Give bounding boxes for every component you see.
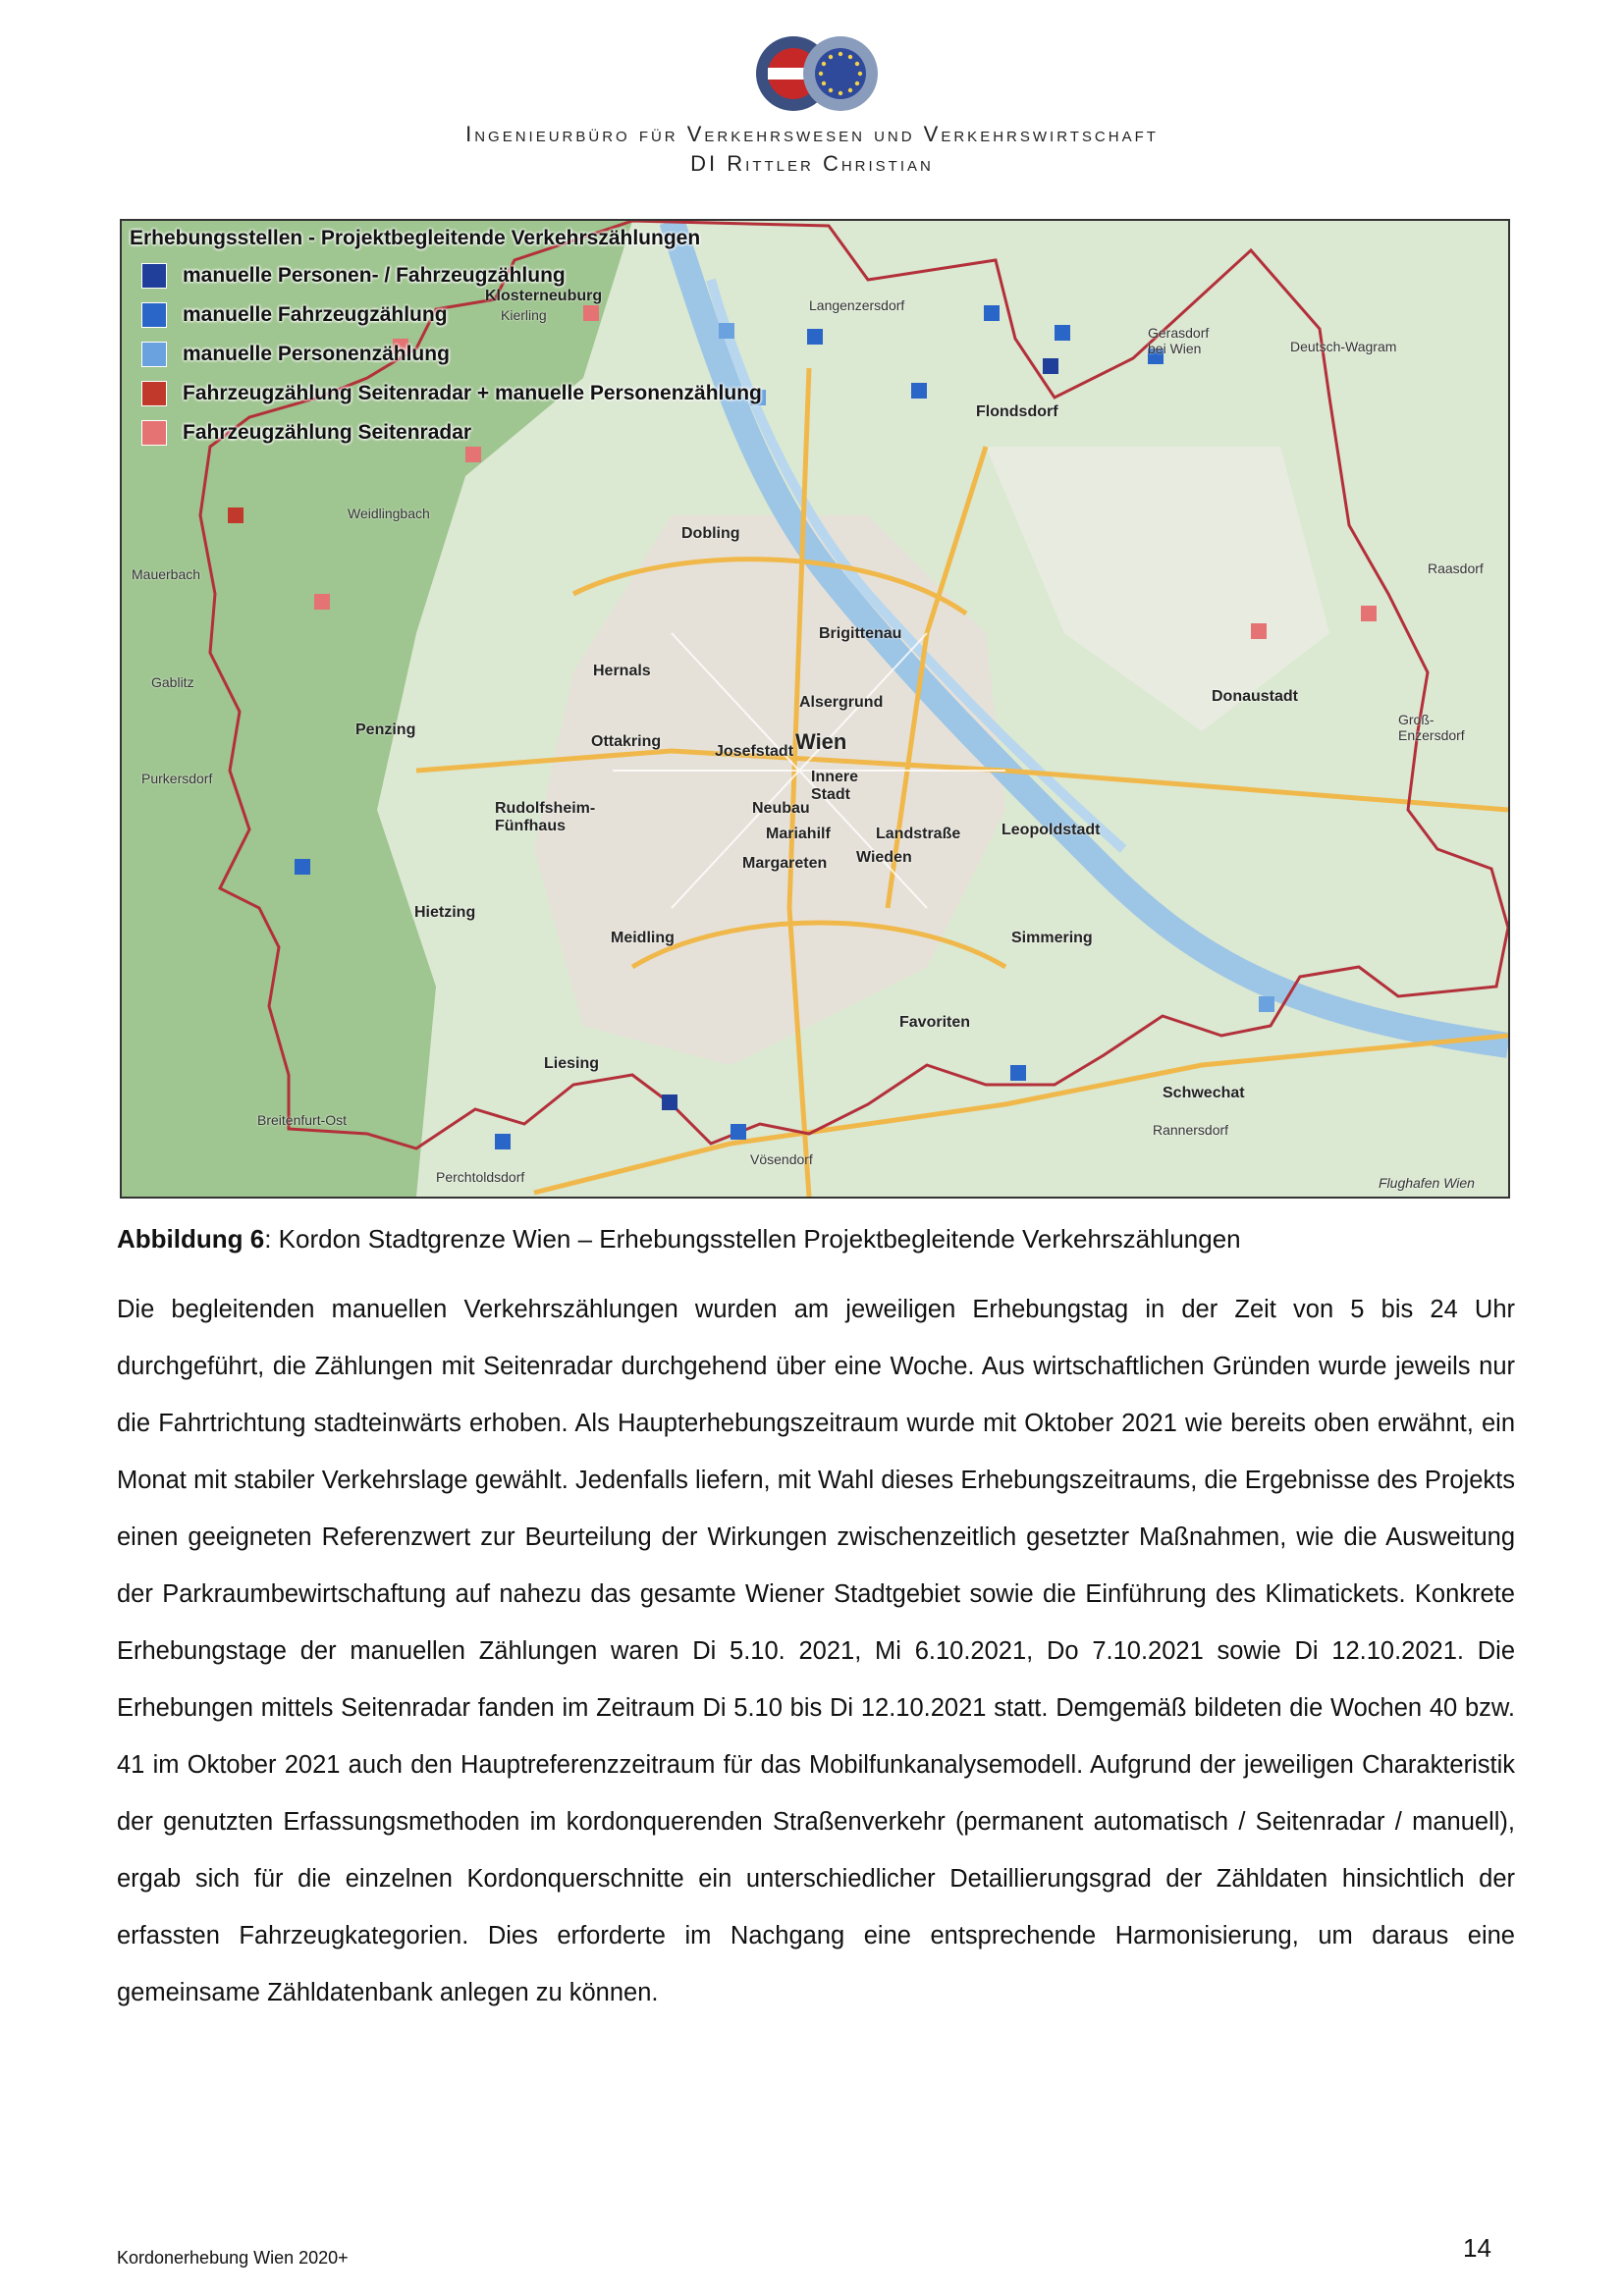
place-label: Donaustadt (1212, 688, 1298, 705)
place-label: Josefstadt (715, 743, 794, 760)
place-label: Liesing (544, 1055, 600, 1072)
place-label: Gerasdorf bei Wien (1148, 325, 1210, 356)
place-label: Simmering (1011, 930, 1093, 946)
legend-item (130, 335, 762, 374)
radar-counting-icon (141, 420, 167, 446)
place-label: Flughafen Wien (1379, 1175, 1475, 1191)
legend-label: manuelle Personen- / Fahrzeugzählung (183, 264, 566, 287)
body-text (117, 1281, 1515, 2021)
place-label: Dobling (681, 525, 740, 542)
legend-item (130, 295, 762, 335)
legend-label: Fahrzeugzählung Seitenradar (183, 421, 472, 444)
place-label: Schwechat (1163, 1085, 1245, 1101)
office-line-2: DI Rittler Christian (690, 151, 934, 176)
place-label: Langenzersdorf (809, 297, 905, 313)
place-label: Perchtoldsdorf (436, 1169, 525, 1185)
place-label: Flondsdorf (976, 403, 1058, 420)
counting-point-icon (141, 263, 167, 289)
place-label: Alsergrund (799, 694, 884, 711)
place-label: Leopoldstadt (1001, 822, 1101, 838)
place-label: Wien (795, 729, 847, 754)
place-label: Hietzing (414, 904, 476, 921)
map-legend (130, 227, 762, 453)
legend-label: manuelle Fahrzeugzählung (183, 303, 448, 326)
place-label: Wieden (856, 849, 912, 866)
place-label: Favoriten (899, 1014, 971, 1031)
office-line-1: Ingenieurbüro für Verkehrswesen und Verkehrswirtschaft (465, 122, 1159, 146)
map-figure (120, 219, 1510, 1199)
place-label: Kierling (501, 307, 547, 323)
place-label: Breitenfurt-Ost (257, 1112, 348, 1128)
counting-point-icon (141, 342, 167, 367)
place-label: Deutsch-Wagram (1290, 339, 1397, 354)
place-label: Rannersdorf (1153, 1122, 1229, 1138)
place-label: Hernals (593, 663, 651, 679)
footer-title: Kordonerhebung Wien 2020+ (117, 2248, 349, 2268)
place-label: Margareten (742, 855, 828, 872)
caption-text: : Kordon Stadtgrenze Wien – Erhebungsstellen Projektbegleitende Verkehrszählungen (264, 1224, 1241, 1254)
figure-caption (117, 1224, 1241, 1255)
place-label: Meidling (611, 930, 675, 946)
radar-counting-icon (141, 381, 167, 406)
place-label: Neubau (752, 800, 810, 817)
place-label: Innere Stadt (811, 769, 859, 803)
legend-label: manuelle Personenzählung (183, 343, 450, 365)
legend-item (130, 413, 762, 453)
page-number: 14 (1463, 2233, 1491, 2263)
logo (736, 29, 893, 118)
place-label: Weidlingbach (348, 506, 430, 521)
place-label: Rudolfsheim-Fünfhaus (495, 800, 596, 834)
place-label: Klosterneuburg (485, 288, 603, 304)
place-label: Purkersdorf (141, 771, 213, 786)
legend-title: Erhebungsstellen - Projektbegleitende Verkehrszählungen (130, 227, 701, 249)
legend-item (130, 374, 762, 413)
place-label: Groß-Enzersdorf (1398, 712, 1465, 743)
legend-item (130, 256, 762, 295)
place-label: Raasdorf (1428, 561, 1484, 576)
legend-label: Fahrzeugzählung Seitenradar + manuelle Personenzählung (183, 382, 762, 404)
place-label: Penzing (355, 721, 416, 738)
place-label: Ottakring (591, 733, 662, 750)
place-label: Gablitz (151, 674, 194, 690)
place-label: Mauerbach (132, 566, 201, 582)
place-label: Landstraße (876, 826, 961, 842)
place-label: Mariahilf (766, 826, 831, 842)
caption-label: Abbildung 6 (117, 1224, 265, 1254)
body-paragraph: Die begleitenden manuellen Verkehrszählungen wurden am jeweiligen Erhebungstag in der Zeit von 5 bis 24 Uhr durchgeführt, die Zählungen mit Seitenradar durchgehend über eine Woche. Aus wirtschaftlichen Gründen wurde jeweils nur die Fahrtrichtung stadteinwärts erhoben. Als Haupterhebungszeitraum wurde mit Oktober 2021 wie bereits oben erwähnt, ein Monat mit stabiler Verkehrslage gewählt. Jedenfalls liefern, mit Wahl dieses Erhebungszeitraums, die Ergebnisse des Projekts einen geeigneten Referenzwert zur Beurteilung der Wirkungen zwischenzeitlich gesetzter Maßnahmen, wie die Ausweitung der Parkraumbewirtschaftung auf nahezu das gesamte Wiener Stadtgebiet sowie die Einführung des Klimatickets. Konkrete Erhebungstage der manuellen Zählungen waren Di 5.10. 2021, Mi 6.10.2021, Do 7.10.2021 sowie Di 12.10.2021. Die Erhebungen mittels Seitenradar fanden im Zeitraum Di 5.10 bis Di 12.10.2021 statt. Demgemäß bildeten die Wochen 40 bzw. 41 im Oktober 2021 auch den Hauptreferenzzeitraum für das Mobilfunkanalysemodell. Aufgrund der jeweiligen Charakteristik der genutzten Erfassungsmethoden im kordonquerenden Straßenverkehr (permanent automatisch / Seitenradar / manuell), ergab sich für die einzelnen Kordonquerschnitte ein unterschiedlicher Detaillierungsgrad der Zähldaten hinsichtlich der erfassten Fahrzeugkategorien. Dies erforderte im Nachgang eine entsprechende Harmonisierung, um daraus eine gemeinsame Zähldatenbank anlegen zu können. (117, 1296, 1515, 2006)
counting-point-icon (141, 302, 167, 328)
place-label: Vösendorf (750, 1151, 813, 1167)
place-label: Brigittenau (819, 625, 902, 642)
office-header (0, 120, 1624, 179)
